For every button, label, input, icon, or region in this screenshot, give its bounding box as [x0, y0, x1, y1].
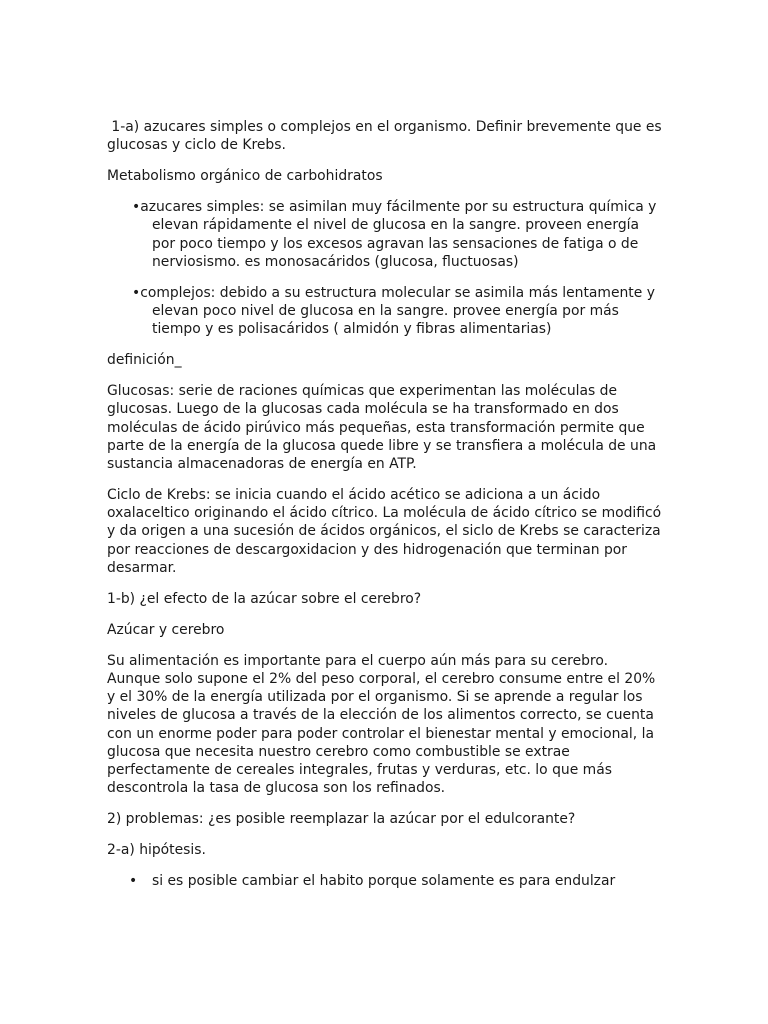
definicion-label: definición_ [107, 352, 182, 369]
bullet-marker: • [129, 873, 138, 890]
bullet-marker: • [132, 284, 141, 301]
heading-azucar-cerebro: Azúcar y cerebro [107, 621, 225, 638]
question-2: 2) problemas: ¿es posible reemplazar la azúcar por el edulcorante? [107, 811, 576, 828]
glucosas-paragraph: Glucosas: serie de raciones químicas que experimentan las moléculas de glucosas. Luego de la glucosas cada molécula se ha transformado en dos moléculas de ácido pirúvico más pequeñas, esta transformación permite que parte de la energía de la glucosa quede libre y se transfiera a molécula de una sustancia almacenadoras de energía en ATP. [107, 383, 661, 473]
krebs-paragraph: Ciclo de Krebs: se inicia cuando el ácido acético se adiciona a un ácido oxalaceltico originando el ácido cítrico. La molécula de ácido cítrico se modificó y da origen a una sucesión de ácidos orgánicos, el siclo de Krebs se caracteriza por reacciones de descargoxidacion y des hidrogenación que terminan por desarmar. [107, 487, 666, 576]
bullet-complejos [107, 284, 663, 339]
bullet-text: complejos: debido a su estructura molecular se asimila más lentamente y elevan poco nivel de glucosa en la sangre. provee energía por más tiempo y es polisacáridos ( almidón y fibras alimentarias) [140, 284, 660, 338]
question-1b: 1-b) ¿el efecto de la azúcar sobre el cerebro? [107, 590, 422, 607]
bullet-hipotesis [107, 872, 663, 890]
bullet-azucares-simples [107, 198, 663, 271]
question-2a: 2-a) hipótesis. [107, 842, 206, 859]
alimentacion-paragraph: Su alimentación es importante para el cuerpo aún más para su cerebro. Aunque solo supone el 2% del peso corporal, el cerebro consume entre el 20% y el 30% de la energía utilizada por el organismo. Si se aprende a regular los niveles de glucosa a través de la elección de los alimentos correcto, se cuenta con un enorme poder para poder controlar el bienestar mental y emocional, la glucosa que necesita nuestro cerebro como combustible se extrae perfectamente de cereales integrales, frutas y verduras, etc. lo que más descontrola la tasa de glucosa son los refinados. [107, 652, 660, 797]
bullet-text: azucares simples: se asimilan muy fácilmente por su estructura química y elevan rápidamente el nivel de glucosa en la sangre. proveen energía por poco tiempo y los excesos agravan las sensaciones de fatiga o de nerviosismo. es monosacáridos (glucosa, fluctuosas) [140, 199, 661, 270]
heading-metabolismo: Metabolismo orgánico de carbohidratos [107, 168, 383, 185]
bullet-marker: • [132, 199, 141, 216]
document-body [107, 118, 667, 902]
bullet-text: si es posible cambiar el habito porque solamente es para endulzar [152, 873, 616, 890]
question-1a: 1-a) azucares simples o complejos en el organismo. Definir brevemente que es glucosas y ciclo de Krebs. [107, 119, 667, 154]
